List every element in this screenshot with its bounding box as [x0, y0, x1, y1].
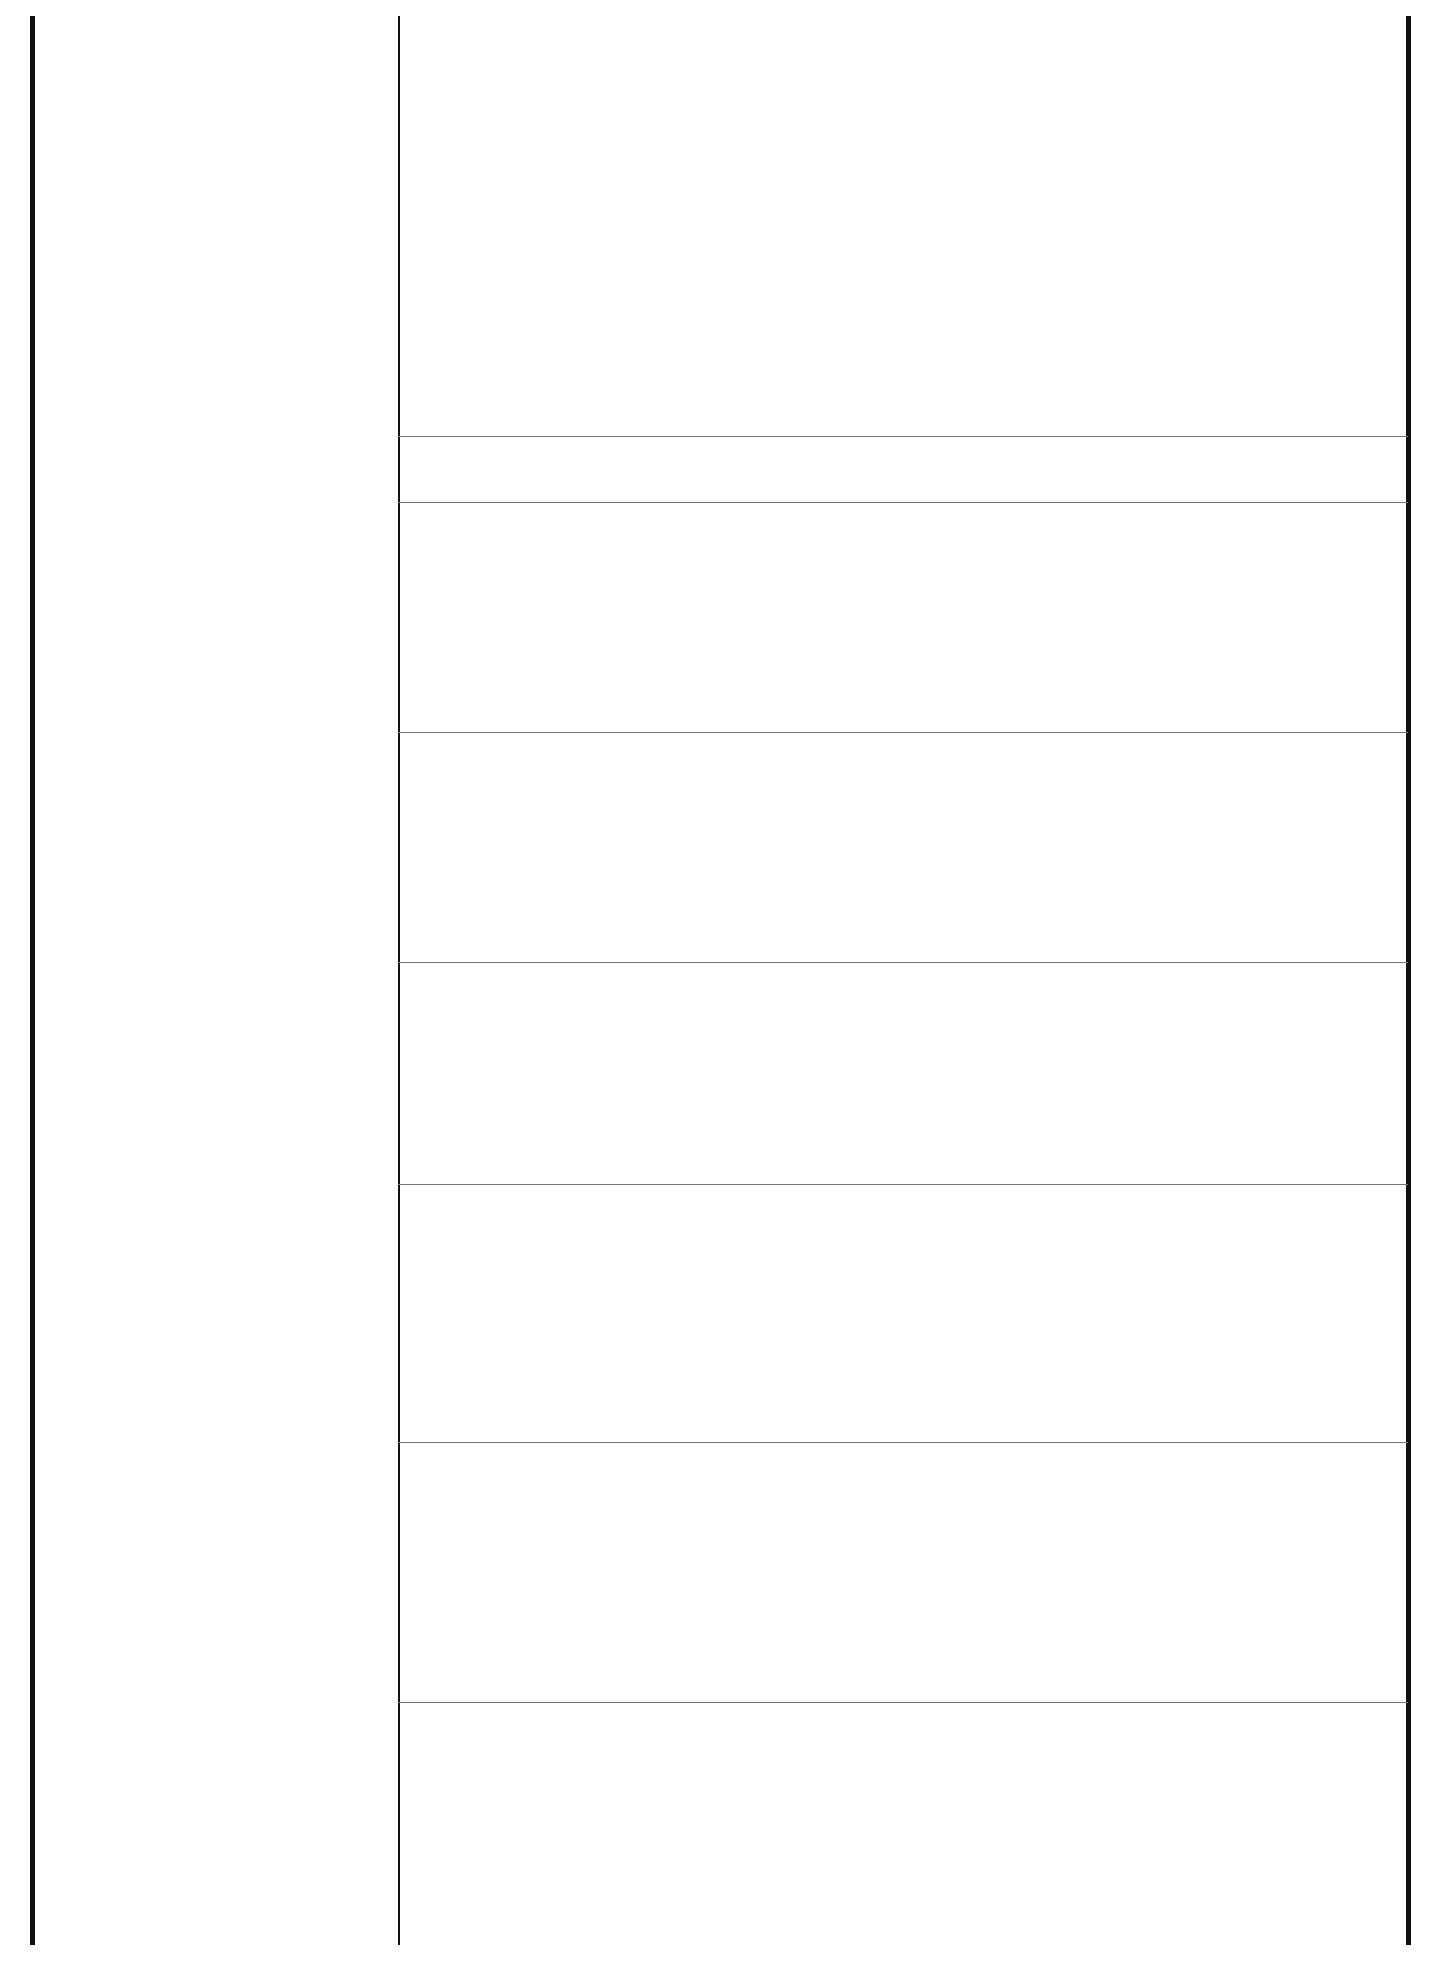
column-empty [400, 437, 1406, 503]
top-section [38, 17, 398, 437]
column-revised [400, 1703, 1406, 1945]
column-proposal-liu [400, 963, 1406, 1185]
top-rule [30, 16, 35, 1945]
bottom-rule [1406, 16, 1411, 1945]
explanation-column [400, 17, 1406, 437]
column-current [400, 1443, 1406, 1703]
column-proposal-luo [400, 733, 1406, 963]
column-proposal-guo [400, 503, 1406, 733]
column-proposal-wang [400, 1185, 1406, 1443]
